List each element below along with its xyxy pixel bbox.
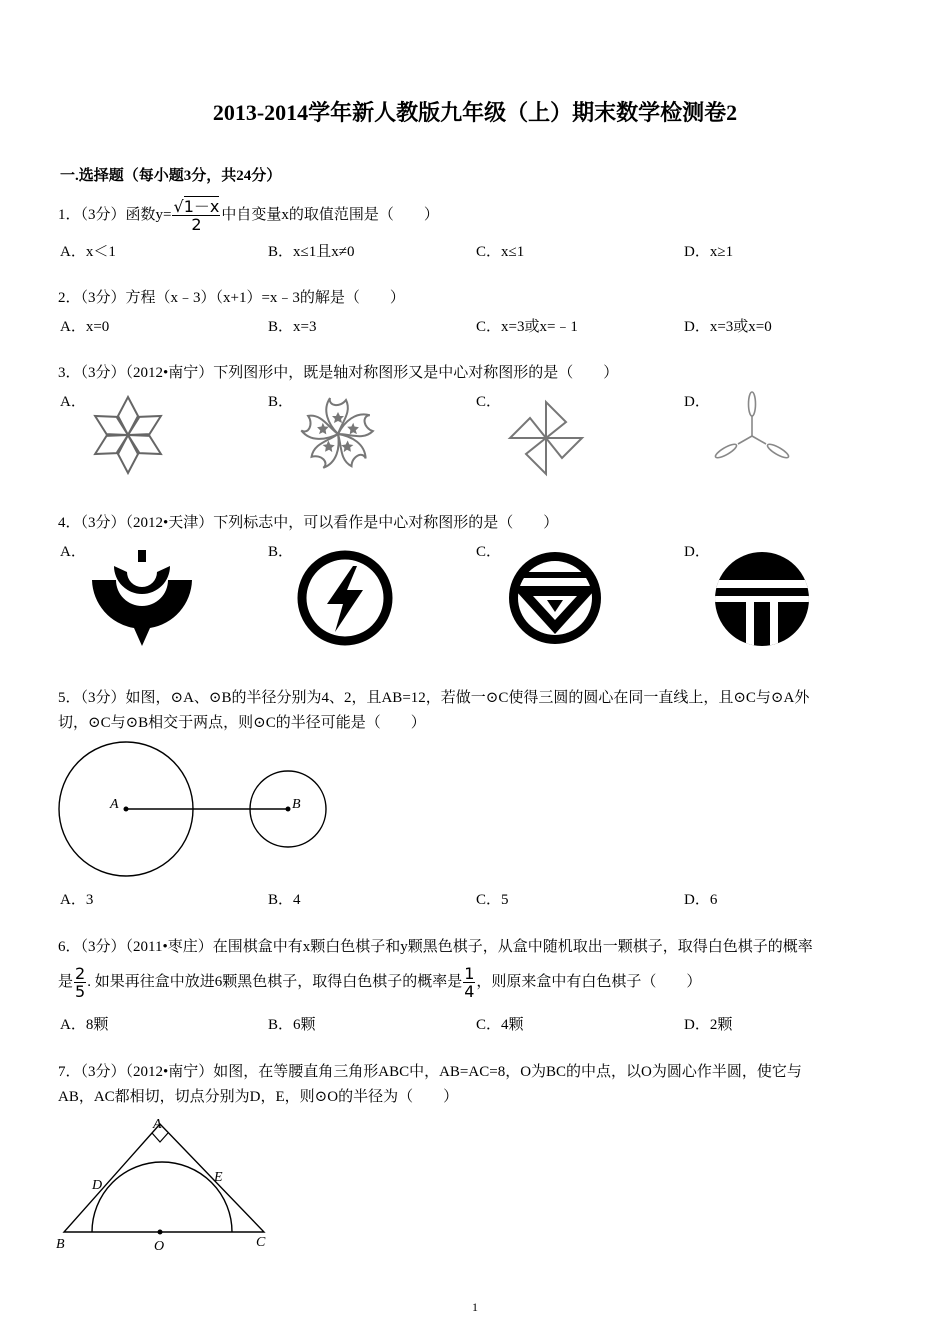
q7-label-d: D: [92, 1178, 103, 1193]
q6-fraction-1: [74, 965, 86, 1000]
q6-option-b: B．6颗: [268, 1017, 316, 1033]
q1-denominator: 2: [191, 215, 202, 234]
q6-suffix: ，则原来盒中有白色棋子（ ）: [476, 973, 702, 990]
q4-option-a: A．: [60, 544, 86, 560]
q6-option-d: D．2颗: [684, 1017, 733, 1033]
q3-option-c: C．: [476, 394, 502, 410]
q2-option-b: B．x=3: [268, 319, 317, 335]
q4-option-c: C．: [476, 544, 502, 560]
q1-sqrt-symbol: √: [173, 197, 184, 216]
question-1: [58, 198, 439, 233]
q6-frac1-den: 5: [75, 982, 86, 1001]
q1-option-c: C．x≤1: [476, 244, 525, 260]
q6-middle: . 如果再往盒中放进6颗黑色棋子，取得白色棋子的概率是: [87, 973, 463, 990]
q4-logo-c: [503, 548, 607, 648]
q1-radicand: 1－x: [183, 197, 220, 216]
q1-option-b: B．x≤1且x≠0: [268, 244, 355, 260]
q1-fraction: [172, 198, 220, 233]
q7-figure-triangle: [52, 1112, 276, 1258]
q7-label-a: A: [153, 1117, 162, 1132]
q6-prefix: 是: [58, 973, 74, 990]
q6-frac2-den: 4: [464, 982, 475, 1001]
q6-frac2-num: 1: [464, 964, 475, 983]
q3-option-b: B．: [268, 394, 294, 410]
page-number: 1: [472, 1300, 478, 1314]
question-7-line-2: AB，AC都相切，切点分别为D，E，则⊙O的半径为（ ）: [58, 1089, 459, 1105]
q7-label-c: C: [256, 1235, 266, 1250]
q6-option-a: A．8颗: [60, 1017, 109, 1033]
q5-figure-circles: [56, 740, 332, 880]
q1-y: y=: [155, 206, 172, 223]
q3-figure-a-star: [90, 392, 166, 478]
question-6-line-1: 6．（3分）（2011•枣庄）在围棋盒中有x颗白色棋子和y颗黑色棋子，从盒中随机取出一颗棋子，取得白色棋子的概率: [58, 939, 813, 955]
q6-frac1-num: 2: [75, 964, 86, 983]
question-4: 4．（3分）（2012•天津）下列标志中，可以看作是中心对称图形的是（ ）: [58, 515, 559, 531]
q1-option-d: D．x≥1: [684, 244, 734, 260]
q5-label-b: B: [292, 797, 301, 812]
q7-label-o: O: [154, 1239, 165, 1254]
q3-figure-b-flower: [298, 394, 378, 474]
question-3: 3．（3分）（2012•南宁）下列图形中，既是轴对称图形又是中心对称图形的是（ ）: [58, 365, 619, 381]
q4-option-d: D．: [684, 544, 710, 560]
q3-figure-d-propeller: [712, 390, 792, 462]
q3-option-d: D．: [684, 394, 710, 410]
q5-option-d: D．6: [684, 892, 718, 908]
q1-option-a: A．x＜1: [60, 244, 116, 260]
q3-figure-c-pinwheel: [505, 397, 587, 479]
q4-logo-b-lightning: [295, 548, 395, 648]
q4-option-b: B．: [268, 544, 294, 560]
q7-label-b: B: [56, 1237, 65, 1252]
section-heading: 一.选择题（每小题3分，共24分）: [60, 168, 282, 184]
q2-option-d: D．x=3或x=0: [684, 319, 772, 335]
q7-label-e: E: [214, 1170, 223, 1185]
q5-label-a: A: [110, 797, 119, 812]
q5-option-b: B．4: [268, 892, 301, 908]
q3-option-a: A．: [60, 394, 86, 410]
question-6-line-2: [58, 965, 701, 1000]
q4-logo-d: [712, 550, 812, 648]
q2-option-c: C．x=3或x=﹣1: [476, 319, 578, 335]
question-2: 2．（3分）方程（x﹣3）（x+1）=x﹣3的解是（ ）: [58, 290, 405, 306]
q5-option-c: C．5: [476, 892, 509, 908]
q4-logo-a: [90, 550, 194, 650]
page-title: 2013-2014学年新人教版九年级（上）期末数学检测卷2: [212, 100, 738, 125]
q1-prefix: 1．（3分）函数: [58, 206, 156, 223]
question-7-line-1: 7．（3分）（2012•南宁）如图，在等腰直角三角形ABC中，AB=AC=8，O为BC的中点，以O为圆心作半圆，使它与: [58, 1064, 802, 1080]
q2-option-a: A．x=0: [60, 319, 110, 335]
q1-suffix: 中自变量x的取值范围是（ ）: [221, 206, 439, 223]
question-5-line-1: 5．（3分）如图，⊙A、⊙B的半径分别为4、2，且AB=12，若做一⊙C使得三圆的圆心在同一直线上，且⊙C与⊙A外: [58, 690, 810, 706]
question-5-line-2: 切，⊙C与⊙B相交于两点，则⊙C的半径可能是（ ）: [58, 715, 426, 731]
q5-option-a: A．3: [60, 892, 94, 908]
q6-option-c: C．4颗: [476, 1017, 524, 1033]
q6-fraction-2: [463, 965, 475, 1000]
